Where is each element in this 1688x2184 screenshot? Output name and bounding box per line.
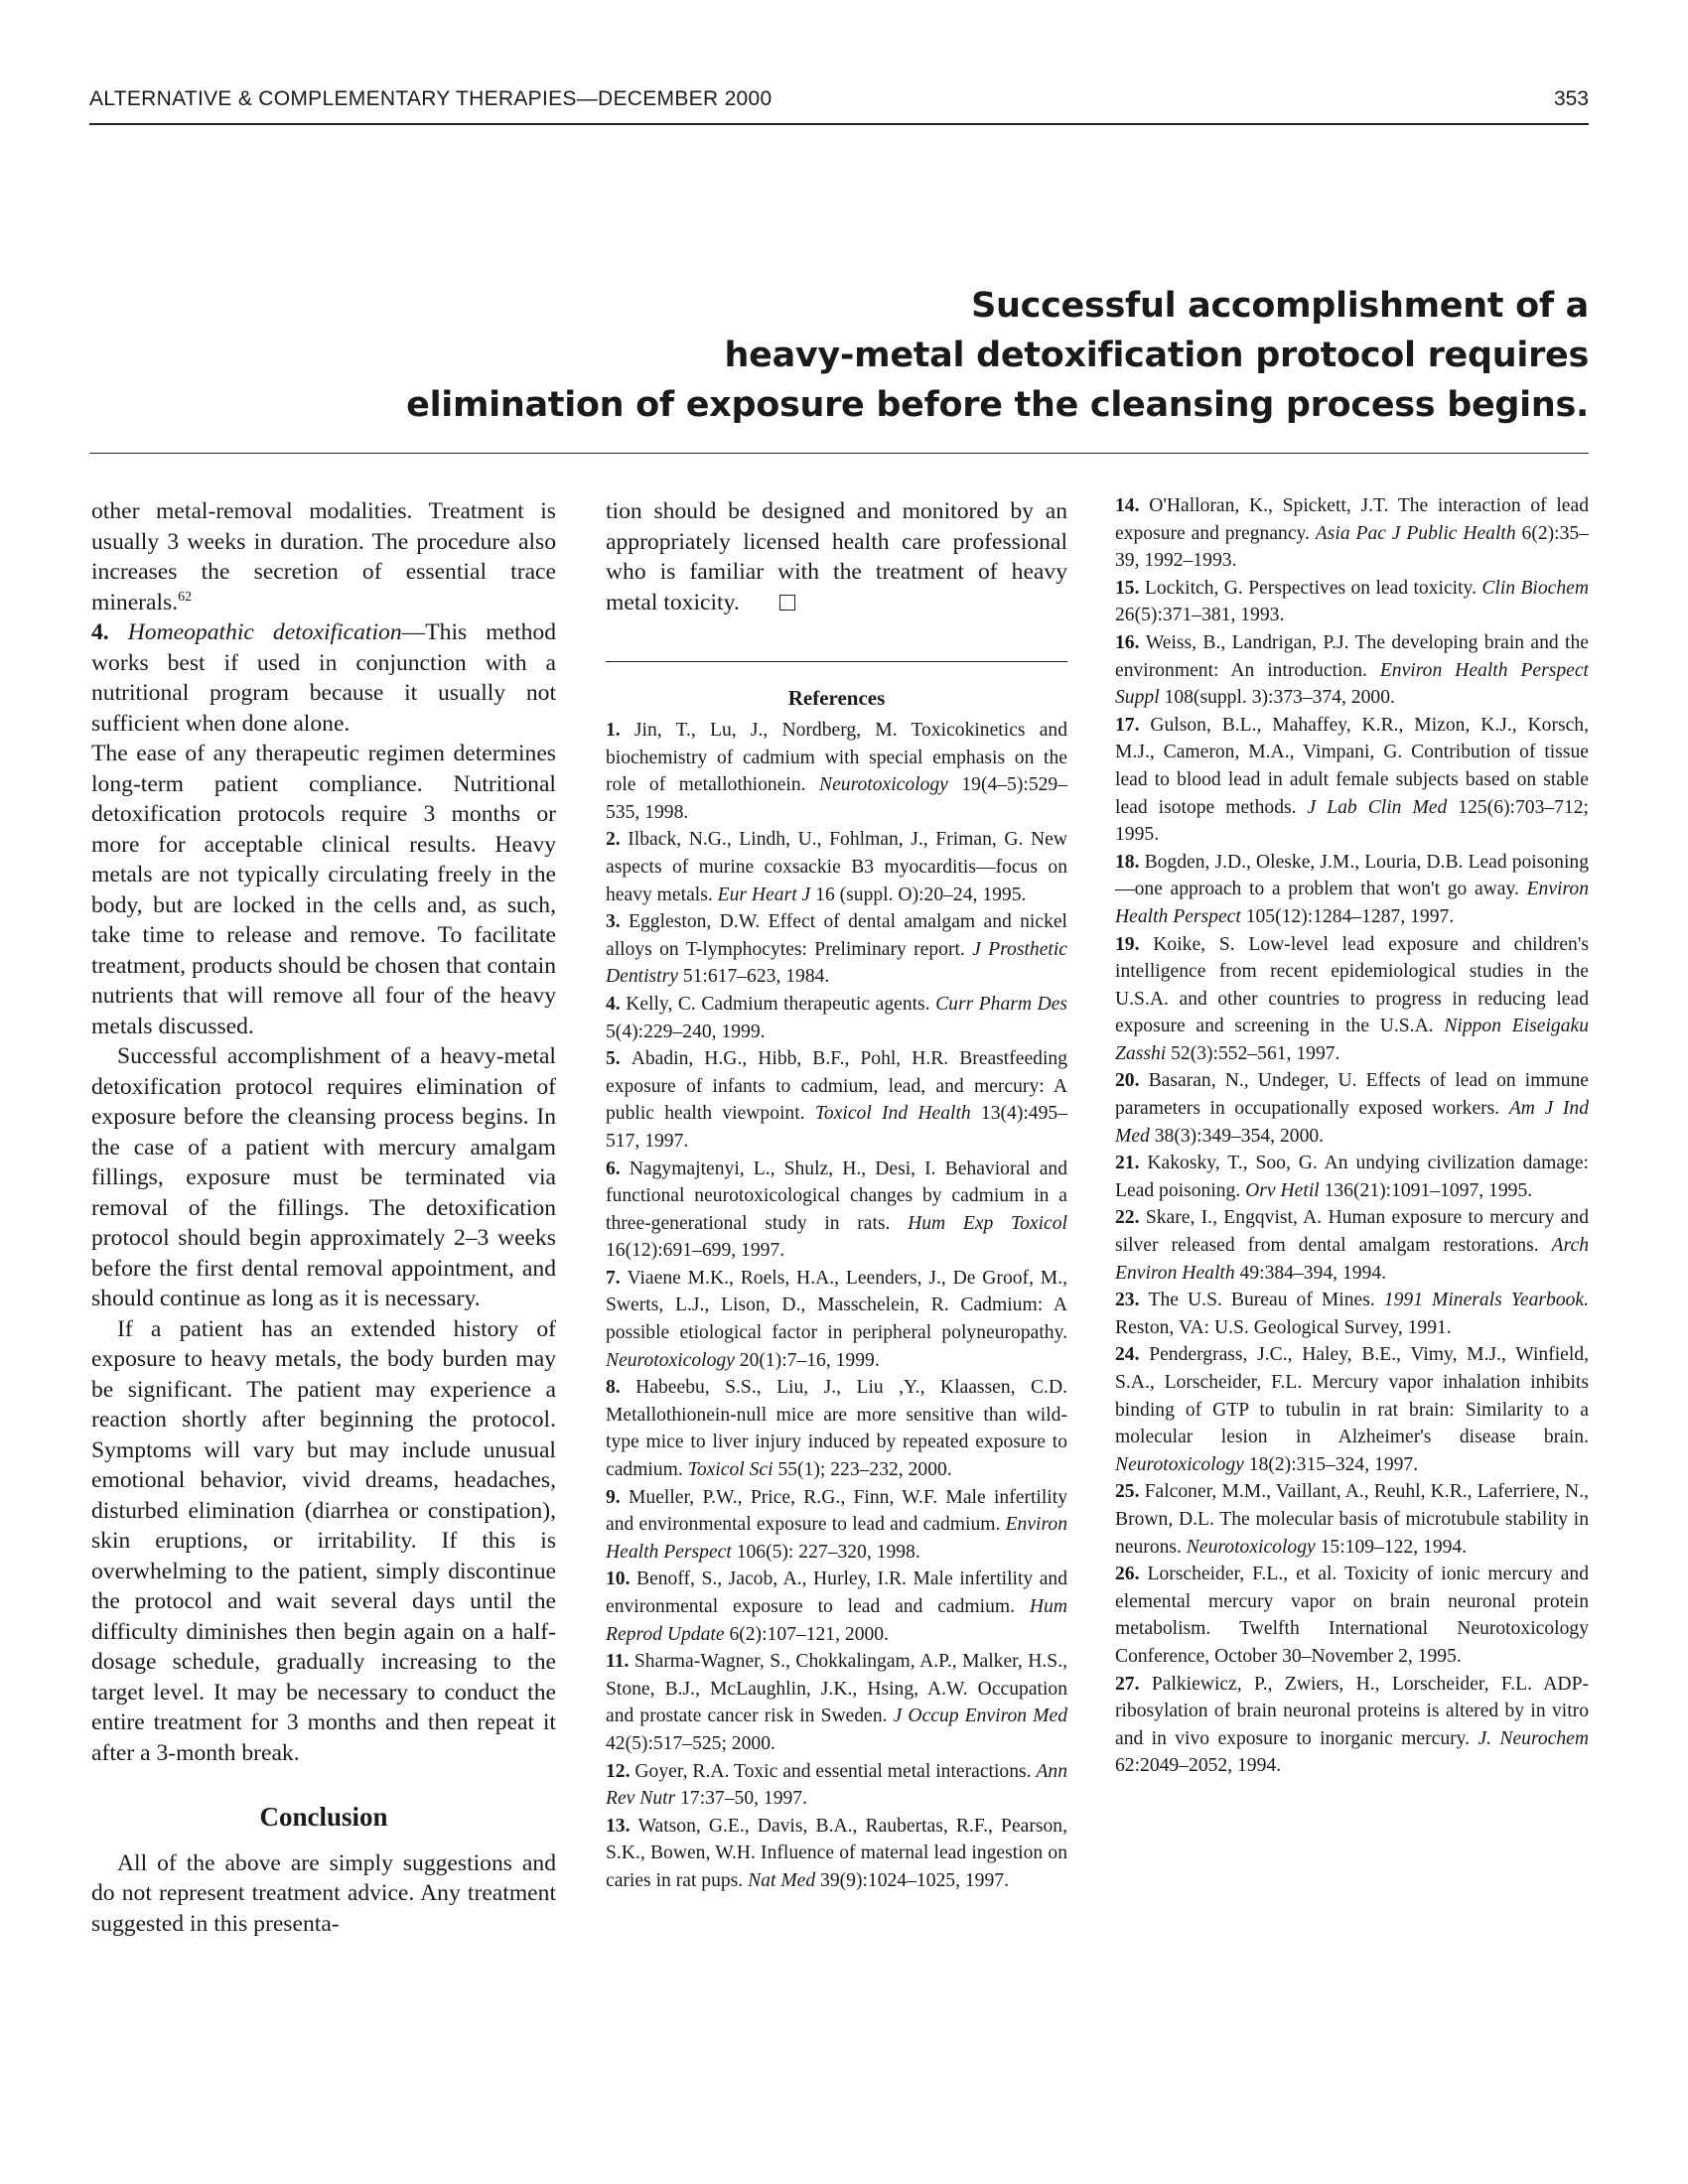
reference-item <box>606 717 1067 826</box>
body-paragraph: If a patient has an extended history of exposure to heavy metals, the body burden may be significant. The patient may experience a reaction shortly after beginning the protocol. Symptoms will vary but may include unusual emotional behavior, vivid dreams, headaches, disturbed elimination (diarrhea or constipation), skin eruptions, or irritability. If this is overwhelming to the patient, simply discontinue the protocol and wait several days until the difficulty diminishes then begin again on a half-dosage schedule, gradually increasing to the target level. It may be necessary to conduct the entire treatment for 3 months and then repeat it after a 3-month break. <box>91 1315 556 1766</box>
reference-text: Viaene M.K., Roels, H.A., Leenders, J., De Groof, M., Swerts, L.J., Lison, D., Masschelein, R. Cadmium: A possible etiological factor in peripheral polyneuropathy. <box>606 1267 1067 1344</box>
reference-text: Abadin, H.G., Hibb, B.F., Pohl, H.R. Breastfeeding exposure of infants to cadmium, lead, and mercury: A public health viewpoint. <box>606 1048 1067 1125</box>
reference-text: Benoff, S., Jacob, A., Hurley, I.R. Male infertility and environmental exposure to lead and cadmium. <box>606 1569 1067 1617</box>
reference-item <box>606 1484 1067 1567</box>
reference-citation: 5(4):229–240, 1999. <box>606 1021 766 1042</box>
body-column-3 <box>1115 492 1589 1780</box>
reference-number: 23. <box>1115 1290 1149 1311</box>
list-item-text: —This method works best if used in conjunction with a nutritional program because it usually not sufficient when done alone. <box>91 619 557 737</box>
reference-journal: Environ Health Perspect <box>1115 879 1589 927</box>
reference-item <box>1115 1561 1589 1670</box>
reference-text: Kelly, C. Cadmium therapeutic agents. <box>626 993 936 1015</box>
reference-text: Jin, T., Lu, J., Nordberg, M. Toxicokinetics and biochemistry of cadmium with special emphasis on the role of metallothionein. <box>606 720 1067 796</box>
body-paragraph <box>606 496 1067 617</box>
reference-journal: Nippon Eiseigaku Zasshi <box>1115 1016 1589 1064</box>
references-list-part-1 <box>606 717 1067 1895</box>
reference-item <box>1115 1478 1589 1561</box>
reference-journal: Curr Pharm Des <box>935 993 1068 1015</box>
reference-citation: 42(5):517–525; 2000. <box>606 1732 775 1754</box>
reference-citation: 105(12):1284–1287, 1997. <box>1245 905 1455 927</box>
reference-item <box>1115 492 1589 575</box>
reference-item <box>606 1156 1067 1265</box>
reference-item <box>1115 1287 1589 1341</box>
reference-number: 8. <box>606 1377 636 1399</box>
citation-superscript: 62 <box>178 589 193 605</box>
reference-citation: 6(2):107–121, 2000. <box>729 1623 889 1645</box>
reference-item <box>1115 575 1589 629</box>
reference-item <box>606 1045 1067 1155</box>
reference-text: Habeebu, S.S., Liu, J., Liu ,Y., Klaassen, C.D. Metallothionein-null mice are more sensitive than wild-type mice to liver injury induced by repeated exposure to cadmium. <box>606 1377 1068 1481</box>
reference-text: Pendergrass, J.C., Haley, B.E., Vimy, M.J., Winfield, S.A., Lorscheider, F.L. Mercury vapor inhalation inhibits binding of GTP to tubulin in rat brain: Similarity to a molecular lesion in Alzheimer's disease brain. <box>1115 1344 1590 1448</box>
reference-number: 5. <box>606 1048 632 1070</box>
reference-journal: Neurotoxicology <box>819 774 962 796</box>
reference-journal: Hum Reprod Update <box>606 1596 1067 1645</box>
reference-item <box>1115 1067 1589 1150</box>
reference-number: 20. <box>1115 1070 1149 1092</box>
reference-item <box>1115 629 1589 712</box>
list-item-4 <box>91 617 556 739</box>
reference-journal: Environ Health Perspect Suppl <box>1115 659 1589 709</box>
references-heading: References <box>787 686 886 710</box>
reference-number: 16. <box>1115 631 1146 653</box>
reference-item <box>606 1374 1067 1483</box>
reference-citation: 6(2):35–39, 1992–1993. <box>1115 522 1589 572</box>
reference-number: 9. <box>606 1486 629 1508</box>
reference-item <box>606 1566 1067 1648</box>
reference-journal: Clin Biochem <box>1481 577 1590 599</box>
references-list-part-2 <box>1115 492 1589 1780</box>
body-column-1 <box>91 496 556 1939</box>
reference-item <box>1115 1671 1589 1780</box>
reference-journal: Eur Heart J <box>717 884 816 905</box>
reference-number: 4. <box>606 993 627 1015</box>
reference-citation: 16(12):691–699, 1997. <box>606 1240 785 1262</box>
reference-citation: 108(suppl. 3):373–374, 2000. <box>1164 687 1395 709</box>
reference-number: 12. <box>606 1760 635 1782</box>
reference-text: O'Halloran, K., Spickett, J.T. The interaction of lead exposure and pregnancy. <box>1115 495 1589 544</box>
reference-citation: 62:2049–2052, 1994. <box>1115 1755 1282 1777</box>
pull-quote-line: Successful accomplishment of a <box>971 286 1589 326</box>
reference-citation: 39(9):1024–1025, 1997. <box>820 1869 1009 1891</box>
body-paragraph: The ease of any therapeutic regimen determines long-term patient compliance. Nutritional detoxification protocols require 3 months or more for acceptable clinical results. Heavy metals are not typically circulating freely in the body, but are locked in the cells and, as such, take time to release and remove. To facilitate treatment, products should be chosen that contain nutrients that will remove all four of the heavy metals discussed. <box>91 741 556 1039</box>
reference-number: 18. <box>1115 851 1145 873</box>
reference-item <box>606 1648 1067 1757</box>
reference-text: Palkiewicz, P., Zwiers, H., Lorscheider, F.L. ADP-ribosylation of brain neuronal proteins is altered by in vitro and in vivo exposure to inorganic mercury. <box>1115 1673 1589 1749</box>
reference-text: Lorscheider, F.L., et al. Toxicity of ionic mercury and elemental mercury vapor on brain neuronal protein metabolism. Twelfth International Neurotoxicology Conference, October 30–November 2, 1995. <box>1115 1564 1589 1667</box>
conclusion-heading: Conclusion <box>259 1802 388 1832</box>
reference-text: Weiss, B., Landrigan, P.J. The developing brain and the environment: An introduction. <box>1115 631 1589 681</box>
running-head <box>89 83 1589 125</box>
reference-number: 10. <box>606 1569 636 1590</box>
reference-citation: 16 (suppl. O):20–24, 1995. <box>815 884 1027 905</box>
reference-number: 19. <box>1115 933 1154 955</box>
reference-text: Nagymajtenyi, L., Shulz, H., Desi, I. Behavioral and functional neurotoxicological changes by cadmium in a three-generational study in rats. <box>606 1158 1067 1234</box>
reference-journal: J Occup Environ Med <box>893 1706 1067 1727</box>
reference-journal: Am J Ind Med <box>1115 1098 1589 1147</box>
reference-item <box>1115 1341 1589 1478</box>
body-paragraph <box>91 496 556 617</box>
pull-quote-line: elimination of exposure before the cleansing process begins. <box>406 385 1589 425</box>
reference-item <box>606 1758 1067 1813</box>
reference-text: Kakosky, T., Soo, G. An undying civilization damage: Lead poisoning. <box>1115 1153 1590 1201</box>
reference-journal: Toxicol Sci <box>687 1459 778 1481</box>
reference-item <box>606 1813 1067 1895</box>
reference-citation: 136(21):1091–1097, 1995. <box>1324 1179 1533 1201</box>
end-of-article-mark <box>779 595 795 611</box>
reference-citation: 18(2):315–324, 1997. <box>1248 1453 1419 1475</box>
list-item-title: Homeopathic detoxification <box>127 619 402 645</box>
reference-text: Goyer, R.A. Toxic and essential metal interactions. <box>634 1760 1037 1782</box>
reference-number: 22. <box>1115 1207 1146 1229</box>
reference-citation: Reston, VA: U.S. Geological Survey, 1991. <box>1115 1316 1452 1338</box>
reference-text: Watson, G.E., Davis, B.A., Raubertas, R.F., Pearson, S.K., Bowen, W.H. Influence of maternal lead ingestion on caries in rat pups. <box>606 1815 1067 1891</box>
reference-journal: Toxicol Ind Health <box>814 1103 981 1125</box>
reference-text: Eggleston, D.W. Effect of dental amalgam and nickel alloys on T-lymphocytes: Preliminary report. <box>606 911 1068 960</box>
reference-text: Gulson, B.L., Mahaffey, K.R., Mizon, K.J., Korsch, M.J., Cameron, M.A., Vimpani, G. Contribution of tissue lead to blood lead in adult female subjects based on stable lead isotope methods. <box>1115 714 1589 818</box>
reference-journal: Hum Exp Toxicol <box>908 1212 1067 1234</box>
reference-number: 14. <box>1115 495 1150 516</box>
reference-journal: J Lab Clin Med <box>1307 796 1459 818</box>
reference-text: Bogden, J.D., Oleske, J.M., Louria, D.B. Lead poisoning—one approach to a problem that won't go away. <box>1115 851 1589 900</box>
reference-text: Ilback, N.G., Lindh, U., Fohlman, J., Friman, G. New aspects of murine coxsackie B3 myocarditis—focus on heavy metals. <box>606 829 1067 905</box>
reference-journal: Asia Pac J Public Health <box>1315 522 1522 544</box>
reference-number: 11. <box>606 1651 634 1673</box>
list-number: 4. <box>91 619 128 645</box>
reference-citation: 49:384–394, 1994. <box>1239 1262 1387 1284</box>
reference-item <box>1115 931 1589 1068</box>
reference-journal: J Prosthetic Dentistry <box>606 938 1067 988</box>
reference-citation: 38(3):349–354, 2000. <box>1154 1125 1325 1147</box>
reference-item <box>1115 849 1589 931</box>
reference-journal: Nat Med <box>748 1869 821 1891</box>
reference-item <box>606 908 1067 991</box>
reference-citation: 52(3):552–561, 1997. <box>1171 1042 1340 1064</box>
reference-journal: J. Neurochem <box>1477 1727 1589 1749</box>
reference-citation: 17:37–50, 1997. <box>680 1788 807 1810</box>
body-paragraph: All of the above are simply suggestions and do not represent treatment advice. Any treatment suggested in this presenta- <box>91 1849 556 1937</box>
reference-journal: Orv Hetil <box>1245 1179 1325 1201</box>
reference-number: 2. <box>606 829 629 851</box>
references-rule <box>606 661 1067 662</box>
reference-citation: 55(1); 223–232, 2000. <box>777 1459 952 1481</box>
reference-journal: 1991 Minerals Yearbook. <box>1383 1290 1590 1311</box>
reference-number: 6. <box>606 1158 630 1179</box>
reference-journal: Arch Environ Health <box>1115 1235 1589 1284</box>
reference-number: 3. <box>606 911 630 933</box>
reference-item <box>606 1265 1067 1374</box>
pull-quote-line: heavy-metal detoxification protocol requires <box>724 336 1589 375</box>
reference-number: 25. <box>1115 1481 1145 1503</box>
body-paragraph: Successful accomplishment of a heavy-metal detoxification protocol requires elimination of exposure before the cleansing process begins. In the case of a patient with mercury amalgam fillings, exposure must be terminated via removal of the fillings. The detoxification protocol should begin approximately 2–3 weeks before the first dental removal appointment, and should continue as long as it is necessary. <box>91 1043 556 1311</box>
body-column-2 <box>606 496 1067 1895</box>
reference-text: Falconer, M.M., Vaillant, A., Reuhl, K.R., Laferriere, N., Brown, D.L. The molecular basis of microtubule stability in neurons. <box>1115 1481 1589 1558</box>
pull-quote <box>298 281 1589 430</box>
reference-number: 1. <box>606 720 634 741</box>
reference-item <box>606 991 1067 1045</box>
reference-number: 27. <box>1115 1673 1152 1695</box>
reference-number: 17. <box>1115 714 1151 736</box>
reference-text: Lockitch, G. Perspectives on lead toxicity. <box>1144 577 1482 599</box>
reference-citation: 26(5):371–381, 1993. <box>1115 605 1285 626</box>
reference-text: Skare, I., Engqvist, A. Human exposure to mercury and silver released from dental amalgam restorations. <box>1115 1207 1590 1257</box>
reference-number: 7. <box>606 1267 628 1289</box>
reference-journal: Ann Rev Nutr <box>606 1760 1067 1810</box>
reference-text: The U.S. Bureau of Mines. <box>1148 1290 1384 1311</box>
reference-citation: 51:617–623, 1984. <box>682 966 830 988</box>
reference-item <box>1115 1204 1589 1287</box>
journal-title: ALTERNATIVE & COMPLEMENTARY THERAPIES—DECEMBER 2000 <box>89 87 773 110</box>
reference-citation: 20(1):7–16, 1999. <box>739 1349 880 1371</box>
reference-text: Mueller, P.W., Price, R.G., Finn, W.F. Male infertility and environmental exposure to lead and cadmium. <box>606 1486 1067 1536</box>
reference-item <box>606 826 1067 908</box>
reference-journal: Neurotoxicology <box>1186 1536 1321 1558</box>
reference-citation: 13(4):495–517, 1997. <box>606 1103 1067 1152</box>
reference-number: 13. <box>606 1815 638 1837</box>
reference-journal: Neurotoxicology <box>606 1349 740 1371</box>
reference-citation: 15:109–122, 1994. <box>1320 1536 1468 1558</box>
pull-quote-rule <box>89 453 1589 454</box>
reference-citation: 125(6):703–712; 1995. <box>1115 796 1589 846</box>
page-number: 353 <box>1553 87 1589 110</box>
reference-text: Sharma-Wagner, S., Chokkalingam, A.P., Malker, H.S., Stone, B.J., McLaughlin, J.K., Hsing, A.W. Occupation and prostate cancer risk in Sweden. <box>606 1651 1067 1727</box>
reference-journal: Environ Health Perspect <box>606 1514 1067 1563</box>
reference-citation: 106(5): 227–320, 1998. <box>736 1541 920 1563</box>
reference-item <box>1115 712 1589 849</box>
reference-number: 15. <box>1115 577 1145 599</box>
paragraph-text: other metal-removal modalities. Treatment is usually 3 weeks in duration. The procedure also increases the secretion of essential trace minerals. <box>91 498 556 615</box>
reference-item <box>1115 1150 1589 1204</box>
reference-number: 21. <box>1115 1153 1148 1174</box>
reference-journal: Neurotoxicology <box>1115 1453 1249 1475</box>
reference-text: Basaran, N., Undeger, U. Effects of lead on immune parameters in occupationally exposed workers. <box>1115 1070 1589 1120</box>
reference-text: Koike, S. Low-level lead exposure and children's intelligence from recent epidemiological studies in the U.S.A. and other countries to progress in reducing lead exposure and screening in the U.S.A. <box>1115 933 1589 1037</box>
reference-citation: 19(4–5):529–535, 1998. <box>606 774 1068 823</box>
reference-number: 24. <box>1115 1344 1150 1366</box>
reference-number: 26. <box>1115 1564 1148 1585</box>
paragraph-text: tion should be designed and monitored by an appropriately licensed health care professional who is familiar with the treatment of heavy metal toxicity. <box>606 498 1067 615</box>
